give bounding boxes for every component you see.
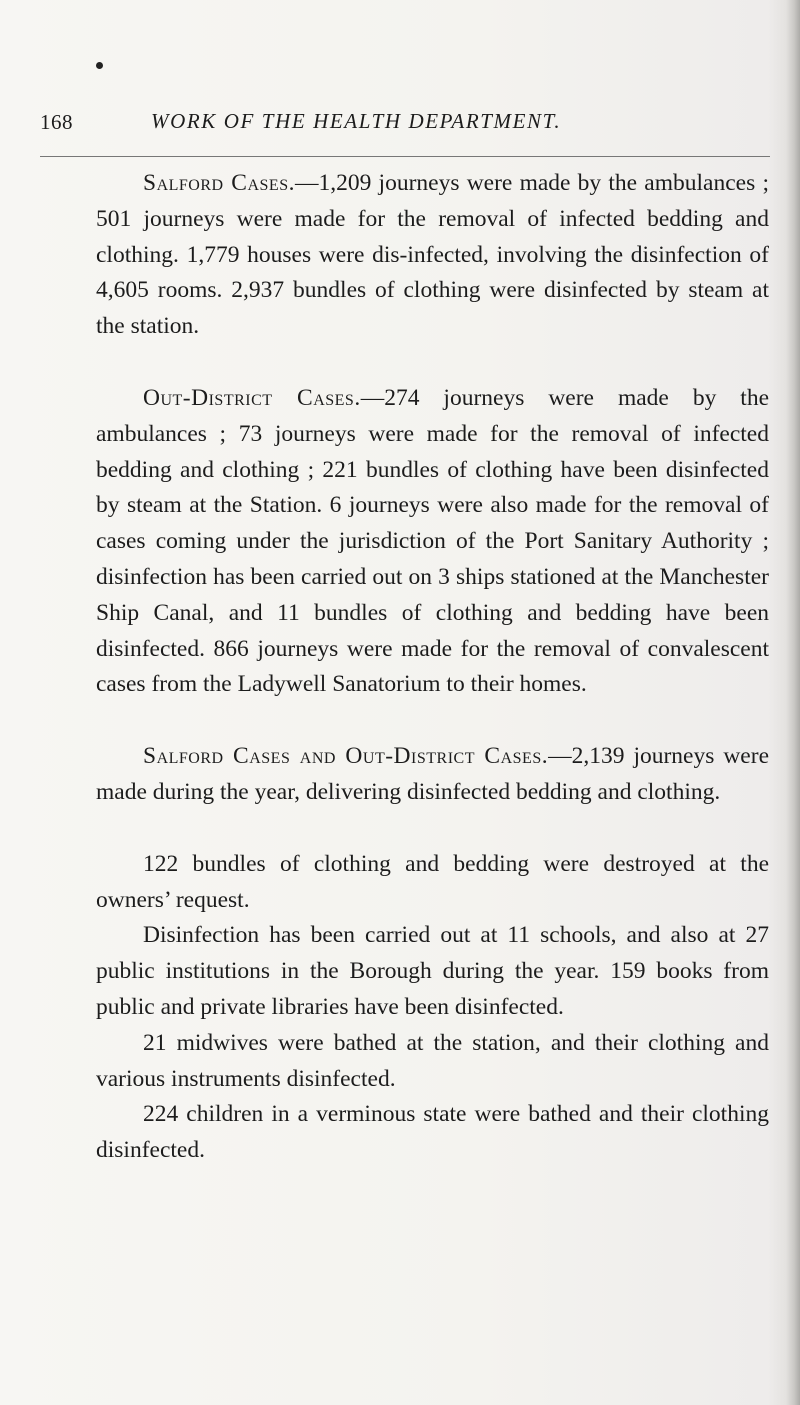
- header-rule: [40, 156, 770, 157]
- paragraph-midwives: [96, 1026, 769, 1098]
- paragraph-text: 21 midwives were bathed at the station, and their clothing and various instruments disinfected.: [96, 1029, 769, 1092]
- paragraph-combined-cases: [96, 739, 769, 811]
- page-header: [40, 110, 760, 150]
- paragraph-schools: [96, 918, 769, 1025]
- paragraph-text: —1,209 journeys were made by the ambulances ; 501 journeys were made for the removal of infected bedding and clothing. 1,779 houses were dis-infected, involving the disinfection of 4,605 rooms. 2,937 bundles of clothing were disinfected by steam at the station.: [96, 170, 769, 340]
- paragraph-text: —274 journeys were made by the ambulances ; 73 journeys were made for the removal of infected bedding and clothing ; 221 bundles of clothing have been disinfected by steam at the Station. 6 journeys were also made for the removal of cases coming under the jurisdiction of the Port Sanitary Authority ; disinfection has been carried out on 3 ships stationed at the Manchester Ship Canal, and 11 bundles of clothing and bedding have been disinfected. 866 journeys were made for the removal of convalescent cases from the Ladywell Sanatorium to their homes.: [96, 384, 770, 698]
- paragraph-text: 224 children in a verminous state were bathed and their clothing disinfected.: [96, 1101, 769, 1164]
- paragraph-heading: Out-District Cases.: [143, 384, 361, 411]
- ink-dot: [96, 62, 103, 69]
- paragraph-heading: Salford Cases and Out-District Cases.: [143, 743, 549, 770]
- paragraph-text: 122 bundles of clothing and bedding were destroyed at the owners’ request.: [96, 850, 769, 913]
- paragraph-heading: Salford Cases.: [143, 170, 295, 196]
- page-number: 168: [40, 110, 73, 134]
- running-head: WORK OF THE HEALTH DEPARTMENT.: [151, 109, 562, 133]
- body-text: [96, 166, 769, 1169]
- paragraph-destroyed-bundles: [96, 847, 769, 919]
- paragraph-out-district-cases: [96, 381, 769, 703]
- page-edge-shadow: [786, 0, 800, 1405]
- paragraph-text: —2,139 journeys were made during the year, delivering disinfected bedding and clothing.: [96, 743, 769, 805]
- paragraph-salford-cases: [96, 166, 769, 345]
- paragraph-children: [96, 1097, 769, 1169]
- paragraph-text: Disinfection has been carried out at 11 schools, and also at 27 public institutions in the Borough during the year. 159 books from public and private libraries have been disinfected.: [96, 922, 769, 1020]
